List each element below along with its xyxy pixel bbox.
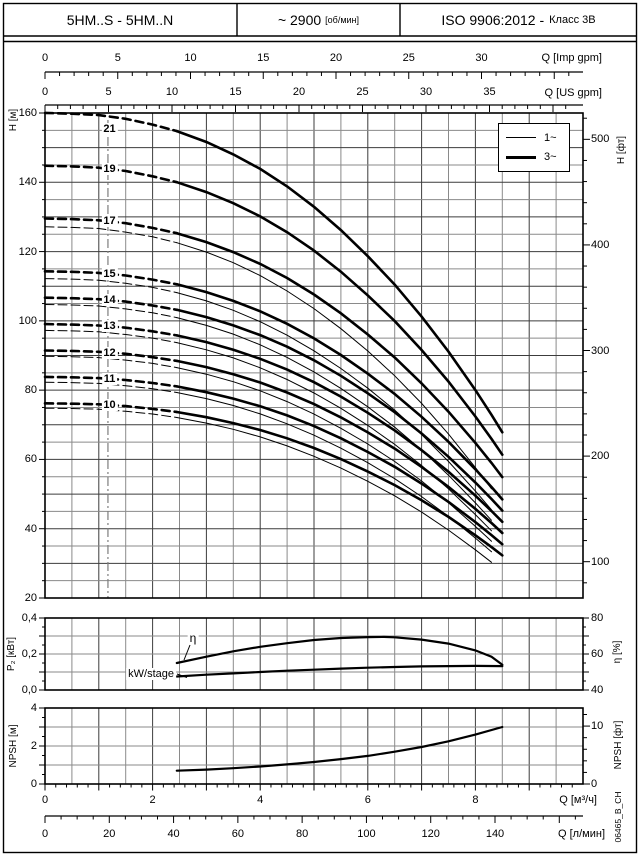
- lmin-axis-title: Q [л/мин]: [558, 828, 605, 840]
- npsh-m-axis-title: NPSH [м]: [8, 724, 19, 768]
- standard-label: ISO 9906:2012 -: [441, 11, 545, 28]
- kw-per-stage-curve-label: kW/stage: [128, 668, 174, 680]
- imp-gpm-tick-label: 30: [475, 52, 488, 64]
- eta-tick-label: 40: [591, 684, 604, 696]
- m3h-tick-label: 0: [41, 794, 49, 806]
- lmin-tick-label: 100: [357, 828, 376, 840]
- h-m-tick-label: 160: [18, 107, 37, 119]
- imp-gpm-tick-label: 5: [114, 52, 121, 64]
- h-ft-tick-label: 300: [591, 344, 610, 357]
- h-ft-tick-label: 100: [591, 555, 610, 568]
- m3h-tick-label: 4: [257, 794, 264, 806]
- stage-curve-label-12: 12: [103, 346, 116, 359]
- lmin-tick-label: 60: [231, 828, 244, 840]
- npsh-ft-axis-title: NPSH [фт]: [613, 720, 624, 770]
- us-gpm-tick-label: 5: [105, 86, 112, 98]
- imp-gpm-tick-label: 10: [184, 52, 197, 64]
- stage-curve-label-19: 19: [103, 163, 116, 176]
- standard-class: Класс 3В: [549, 13, 596, 26]
- h-m-tick-label: 120: [18, 245, 37, 258]
- p-kw-tick-label: 0,0: [21, 684, 37, 696]
- m3h-axis-title: Q [м³/ч]: [559, 794, 597, 806]
- lmin-tick-label: 20: [103, 828, 116, 840]
- legend-row-three-phase: [499, 151, 569, 163]
- imp-gpm-axis-title: Q [Imp gpm]: [541, 52, 602, 64]
- us-gpm-tick-label: 30: [419, 86, 433, 98]
- model-title: 5HM..S - 5HM..N: [66, 11, 174, 28]
- us-gpm-tick-label: 10: [165, 86, 179, 98]
- lmin-tick-label: 80: [296, 828, 309, 840]
- m3h-tick-label: 2: [149, 794, 156, 806]
- doc-code: 06465_B_CH: [613, 791, 623, 843]
- lmin-tick-label: 40: [167, 828, 180, 840]
- h-m-tick-label: 60: [24, 453, 37, 466]
- h-m-tick-label: 20: [24, 592, 37, 604]
- us-gpm-tick-label: 35: [483, 86, 496, 98]
- h-ft-tick-label: 500: [591, 133, 610, 146]
- h-ft-axis-title: H [фт]: [616, 135, 627, 165]
- us-gpm-tick-label: 20: [292, 86, 306, 98]
- lmin-tick-label: 120: [421, 828, 440, 840]
- npsh-m-tick-label: 0: [30, 778, 37, 790]
- single-phase-label: 1~: [544, 131, 557, 144]
- three-phase-line-sample: [506, 156, 536, 159]
- p2-kw-axis-title: P₂ [кВт]: [6, 636, 17, 672]
- npsh-m-tick-label: 2: [30, 740, 37, 752]
- us-gpm-tick-label: 0: [41, 86, 49, 98]
- imp-gpm-tick-label: 0: [41, 52, 49, 64]
- h-m-tick-label: 80: [24, 384, 37, 397]
- npsh-ft-tick-label: 10: [591, 720, 604, 733]
- imp-gpm-tick-label: 15: [257, 52, 270, 64]
- imp-gpm-tick-label: 20: [329, 52, 343, 64]
- lmin-tick-label: 140: [485, 828, 505, 840]
- p-kw-tick-label: 0,2: [21, 648, 37, 660]
- h-m-tick-label: 140: [18, 176, 37, 189]
- speed-unit: [об/мин]: [325, 14, 360, 25]
- three-phase-label: 3~: [544, 151, 557, 164]
- phase-legend: [498, 123, 570, 172]
- h-m-axis-title: H [м]: [8, 108, 19, 132]
- stage-curve-label-11: 11: [103, 372, 116, 385]
- h-m-tick-label: 40: [24, 522, 37, 535]
- m3h-tick-label: 8: [472, 794, 479, 806]
- stage-curve-label-13: 13: [103, 320, 116, 333]
- header-cell-model: [3, 3, 237, 36]
- stage-curve-label-17: 17: [103, 215, 116, 228]
- eta-pct-axis-title: η [%]: [612, 640, 623, 664]
- m3h-tick-label: 6: [364, 794, 371, 806]
- lmin-tick-label: 0: [41, 828, 49, 840]
- us-gpm-axis-title: Q [US gpm]: [544, 87, 602, 99]
- speed-value: ~ 2900: [277, 11, 322, 28]
- imp-gpm-tick-label: 25: [402, 52, 415, 64]
- h-ft-tick-label: 400: [591, 238, 610, 251]
- eta-curve-label: η: [189, 631, 197, 645]
- us-gpm-tick-label: 25: [356, 86, 369, 98]
- header-cell-standard: [400, 3, 637, 36]
- npsh-m-tick-label: 4: [30, 702, 37, 714]
- stage-curve-label-15: 15: [103, 267, 116, 280]
- h-m-tick-label: 100: [18, 314, 37, 327]
- eta-tick-label: 60: [591, 648, 604, 660]
- single-phase-line-sample: [506, 137, 536, 138]
- npsh-ft-tick-label: 0: [591, 778, 598, 790]
- stage-curve-label-21: 21: [103, 123, 116, 135]
- legend-row-single-phase: [499, 132, 569, 144]
- header-cell-speed: [237, 3, 400, 36]
- h-ft-tick-label: 200: [591, 450, 610, 463]
- stage-curve-label-14: 14: [103, 294, 116, 307]
- p-kw-tick-label: 0,4: [21, 612, 37, 624]
- us-gpm-tick-label: 15: [229, 86, 242, 98]
- eta-tick-label: 80: [591, 612, 604, 624]
- stage-curve-label-10: 10: [103, 399, 116, 412]
